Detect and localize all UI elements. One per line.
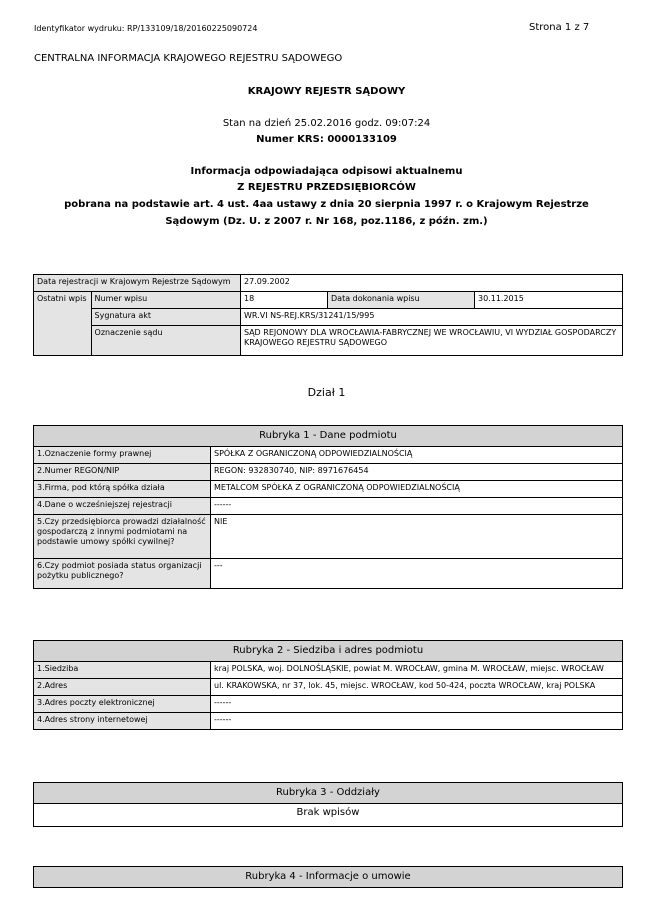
last-entry-label: Ostatni wpis [34,292,92,356]
section-title: Dział 1 [307,386,346,399]
rubryka-4-title: Rubryka 4 - Informacje o umowie [34,867,623,888]
entry-no-label: Numer wpisu [91,292,240,309]
rubryka-3-value: Brak wpisów [34,804,623,827]
r1-label-5: 5.Czy przedsiębiorca prowadzi działalność gospodarczą z innymi podmiotami na podstawie umowy spółki cywilnej? [34,515,211,559]
info-line-2: Z REJESTRU PRZEDSIĘBIORCÓW [237,182,416,193]
r2-label-2: 2.Adres [34,679,211,696]
rubryka-2-title: Rubryka 2 - Siedziba i adres podmiotu [34,641,623,662]
registry-title: KRAJOWY REJESTR SĄDOWY [247,86,406,97]
registration-table [33,274,623,356]
institution-name: CENTRALNA INFORMACJA KRAJOWEGO REJESTRU SĄDOWEGO [34,53,343,64]
info-line-3: pobrana na podstawie art. 4 ust. 4aa ustawy z dnia 20 sierpnia 1997 r. o Krajowym Rejestrze [64,199,589,210]
r1-value-5: NIE [211,515,623,559]
r1-label-1: 1.Oznaczenie formy prawnej [34,447,211,464]
rubryka-4-table [33,866,623,888]
r1-value-4: ------ [211,498,623,515]
r1-label-3: 3.Firma, pod którą spółka działa [34,481,211,498]
r1-label-6: 6.Czy podmiot posiada status organizacji pożytku publicznego? [34,559,211,589]
info-line-1: Informacja odpowiadająca odpisowi aktualnemu [190,166,463,177]
signature-value: WR.VI NS-REJ.KRS/31241/15/995 [241,309,623,326]
rubryka-2-table [33,640,623,730]
r2-value-2: ul. KRAKOWSKA, nr 37, lok. 45, miejsc. WROCŁAW, kod 50-424, poczta WROCŁAW, kraj POLSKA [211,679,623,696]
entry-no-value: 18 [241,292,328,309]
rubryka-3-table [33,782,623,827]
rubryka-3-title: Rubryka 3 - Oddziały [34,783,623,804]
r2-value-1: kraj POLSKA, woj. DOLNOŚLĄSKIE, powiat M. WROCŁAW, gmina M. WROCŁAW, miejsc. WROCŁAW [211,662,623,679]
r1-value-6: --- [211,559,623,589]
page-number: Strona 1 z 7 [529,22,590,33]
r2-label-3: 3.Adres poczty elektronicznej [34,696,211,713]
r1-value-1: SPÓŁKA Z OGRANICZONĄ ODPOWIEDZIALNOŚCIĄ [211,447,623,464]
rubryka-1-table [33,425,623,589]
court-value: SĄD REJONOWY DLA WROCŁAWIA-FABRYCZNEJ WE WROCŁAWIU, VI WYDZIAŁ GOSPODARCZY KRAJOWEGO REJESTRU SĄDOWEGO [241,326,623,356]
r1-value-3: METALCOM SPÓŁKA Z OGRANICZONĄ ODPOWIEDZIALNOŚCIĄ [211,481,623,498]
r1-label-4: 4.Dane o wcześniejszej rejestracji [34,498,211,515]
r2-label-1: 1.Siedziba [34,662,211,679]
entry-date-value: 30.11.2015 [475,292,623,309]
r2-value-3: ------ [211,696,623,713]
entry-date-label: Data dokonania wpisu [328,292,475,309]
r1-label-2: 2.Numer REGON/NIP [34,464,211,481]
info-line-4: Sądowym (Dz. U. z 2007 r. Nr 168, poz.1186, z późn. zm.) [165,216,488,227]
court-label: Oznaczenie sądu [91,326,240,356]
r2-value-4: ------ [211,713,623,730]
r1-value-2: REGON: 932830740, NIP: 8971676454 [211,464,623,481]
state-date: Stan na dzień 25.02.2016 godz. 09:07:24 [222,118,431,129]
reg-date-label: Data rejestracji w Krajowym Rejestrze Sądowym [34,275,241,292]
print-identifier: Identyfikator wydruku: RP/133109/18/20160225090724 [34,24,258,33]
r2-label-4: 4.Adres strony internetowej [34,713,211,730]
rubryka-1-title: Rubryka 1 - Dane podmiotu [34,426,623,447]
signature-label: Sygnatura akt [91,309,240,326]
reg-date-value: 27.09.2002 [241,275,623,292]
krs-number: Numer KRS: 0000133109 [256,134,397,145]
